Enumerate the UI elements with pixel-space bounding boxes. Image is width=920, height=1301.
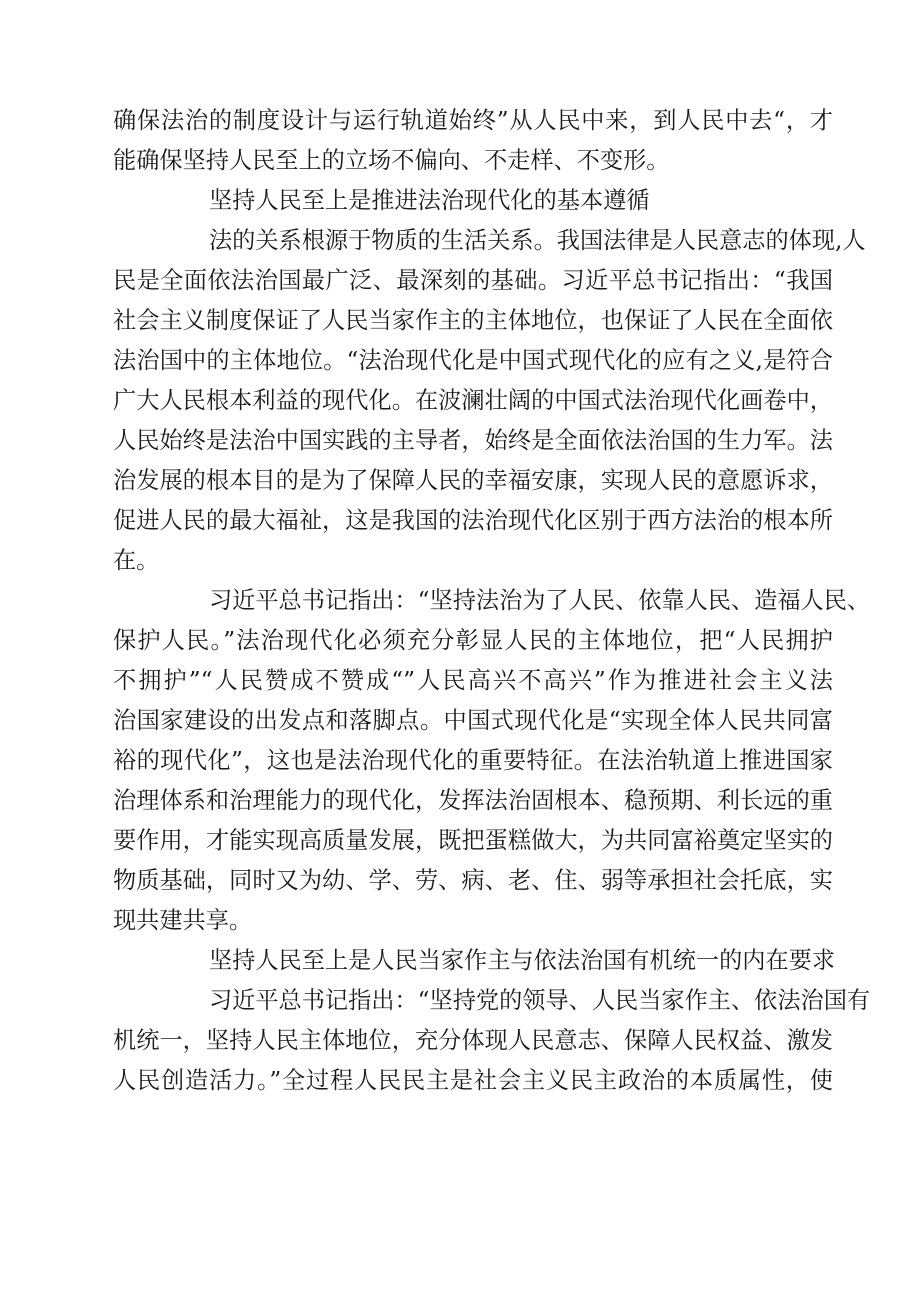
paragraph-line: 要作用，才能实现高质量发展，既把蛋糕做大，为共同富裕奠定坚实的	[113, 827, 833, 854]
paragraph-line: 机统一，坚持人民主体地位，充分体现人民意志、保障人民权益、激发	[113, 1027, 833, 1054]
paragraph-line: 保护人民。”法治现代化必须充分彰显人民的主体地位，把“人民拥护	[113, 627, 833, 654]
paragraph-line: 确保法治的制度设计与运行轨道始终”从人民中来，到人民中去“，才	[113, 107, 833, 134]
document-page	[113, 101, 871, 1101]
paragraph-line: 能确保坚持人民至上的立场不偏向、不走样、不变形。	[113, 147, 670, 174]
paragraph-line: 习近平总书记指出：“坚持党的领导、人民当家作主、依法治国有	[209, 987, 871, 1014]
paragraph-line: 治理体系和治理能力的现代化，发挥法治固根本、稳预期、利长远的重	[113, 787, 833, 814]
paragraph-line: 现共建共享。	[113, 907, 253, 934]
paragraph-line: 治发展的根本目的是为了保障人民的幸福安康，实现人民的意愿诉求，	[113, 467, 833, 494]
section-heading: 坚持人民至上是人民当家作主与依法治国有机统一的内在要求	[209, 947, 836, 974]
section-heading: 坚持人民至上是推进法治现代化的基本遵循	[209, 187, 650, 214]
paragraph-line: 法的关系根源于物质的生活关系。我国法律是人民意志的体现,人	[209, 227, 866, 254]
paragraph-line: 习近平总书记指出：“坚持法治为了人民、依靠人民、造福人民、	[209, 587, 871, 614]
paragraph-line: 在。	[113, 547, 160, 574]
paragraph-line: 不拥护”“人民赞成不赞成“”人民高兴不高兴”作为推进社会主义法	[113, 667, 833, 694]
paragraph-line: 人民始终是法治中国实践的主导者，始终是全面依法治国的生力军。法	[113, 427, 833, 454]
paragraph-line: 广大人民根本利益的现代化。在波澜壮阔的中国式法治现代化画卷中，	[113, 387, 833, 414]
paragraph-line: 民是全面依法治国最广泛、最深刻的基础。习近平总书记指出：“我国	[113, 267, 833, 294]
paragraph-line: 法治国中的主体地位。“法治现代化是中国式现代化的应有之义,是符合	[113, 347, 833, 374]
paragraph-line: 促进人民的最大福祉，这是我国的法治现代化区别于西方法治的根本所	[113, 507, 833, 534]
paragraph-line: 社会主义制度保证了人民当家作主的主体地位，也保证了人民在全面依	[113, 307, 833, 334]
paragraph-line: 治国家建设的出发点和落脚点。中国式现代化是“实现全体人民共同富	[113, 707, 833, 734]
paragraph-line: 人民创造活力。”全过程人民民主是社会主义民主政治的本质属性，使	[113, 1067, 833, 1094]
paragraph-line: 裕的现代化”，这也是法治现代化的重要特征。在法治轨道上推进国家	[113, 747, 833, 774]
paragraph-line: 物质基础，同时又为幼、学、劳、病、老、住、弱等承担社会托底，实	[113, 867, 833, 894]
